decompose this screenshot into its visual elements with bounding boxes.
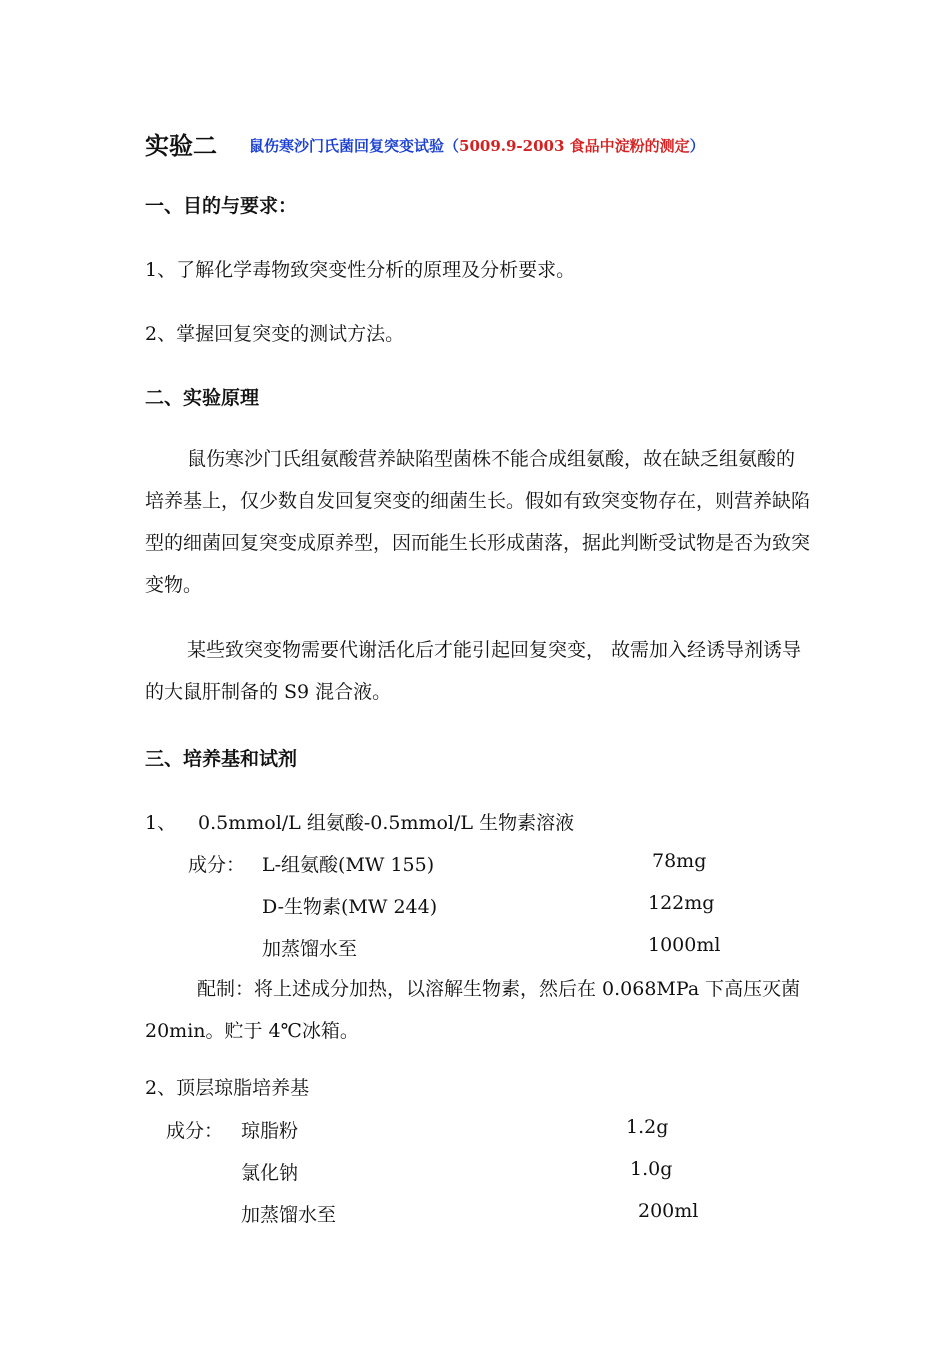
document-title [145, 126, 217, 161]
reagent-1-title: 0.5mmol/L 组氨酸-0.5mmol/L 生物素溶液 [198, 812, 575, 834]
reagent-2-components-label: 成分： [166, 1120, 224, 1142]
reagent-2-component-name: 琼脂粉 [241, 1120, 299, 1142]
experiment-subtitle [249, 135, 705, 156]
experiment-number: 实验二 [145, 131, 217, 160]
subtitle-red-text: 5009.9-2003 食品中淀粉的测定 [459, 137, 690, 155]
reagent-1-component-name: D-生物素(MW 244) [262, 896, 438, 918]
reagent-2-component-amount: 1.0g [630, 1158, 673, 1180]
reagent-2-title: 2、顶层琼脂培养基 [145, 1077, 310, 1099]
subtitle-close-paren: ） [689, 137, 705, 155]
section1-item-2: 2、掌握回复突变的测试方法。 [145, 323, 405, 345]
reagent-1-component-amount: 1000ml [648, 934, 721, 956]
reagent-1-component-name: L-组氨酸(MW 155) [262, 854, 435, 876]
principle-paragraph-1: 鼠伤寒沙门氏组氨酸营养缺陷型菌株不能合成组氨酸，故在缺乏组氨酸的培养基上，仅少数自发回复突变的细菌生长。假如有致突变物存在，则营养缺陷型的细菌回复突变成原养型，因而能生长形成菌落，据此判断受试物是否为致突变物。 [145, 448, 811, 596]
reagent-2-component-name: 氯化钠 [241, 1162, 299, 1184]
reagent-1-component-amount: 78mg [652, 850, 707, 872]
reagent-1-component-amount: 122mg [648, 892, 715, 914]
reagent-1-preparation: 配制：将上述成分加热，以溶解生物素，然后在 0.068MPa 下高压灭菌 20min。贮于 4℃冰箱。 [145, 978, 801, 1042]
reagent-1-number: 1、 [145, 812, 177, 834]
reagent-1-components-label: 成分： [188, 854, 246, 876]
section2-heading: 二、实验原理 [145, 387, 260, 409]
reagent-2-component-amount: 200ml [638, 1200, 699, 1222]
section1-heading: 一、目的与要求： [145, 195, 298, 217]
reagent-1-component-name: 加蒸馏水至 [262, 938, 358, 960]
reagent-2-component-amount: 1.2g [626, 1116, 669, 1138]
subtitle-blue-text: 鼠伤寒沙门氏菌回复突变试验（ [249, 137, 460, 155]
section3-heading: 三、培养基和试剂 [145, 748, 298, 770]
reagent-2-component-name: 加蒸馏水至 [241, 1204, 337, 1226]
principle-paragraph-2: 某些致突变物需要代谢活化后才能引起回复突变， 故需加入经诱导剂诱导的大鼠肝制备的 S9 混合液。 [145, 639, 802, 703]
section1-item-1: 1、了解化学毒物致突变性分析的原理及分析要求。 [145, 259, 576, 281]
